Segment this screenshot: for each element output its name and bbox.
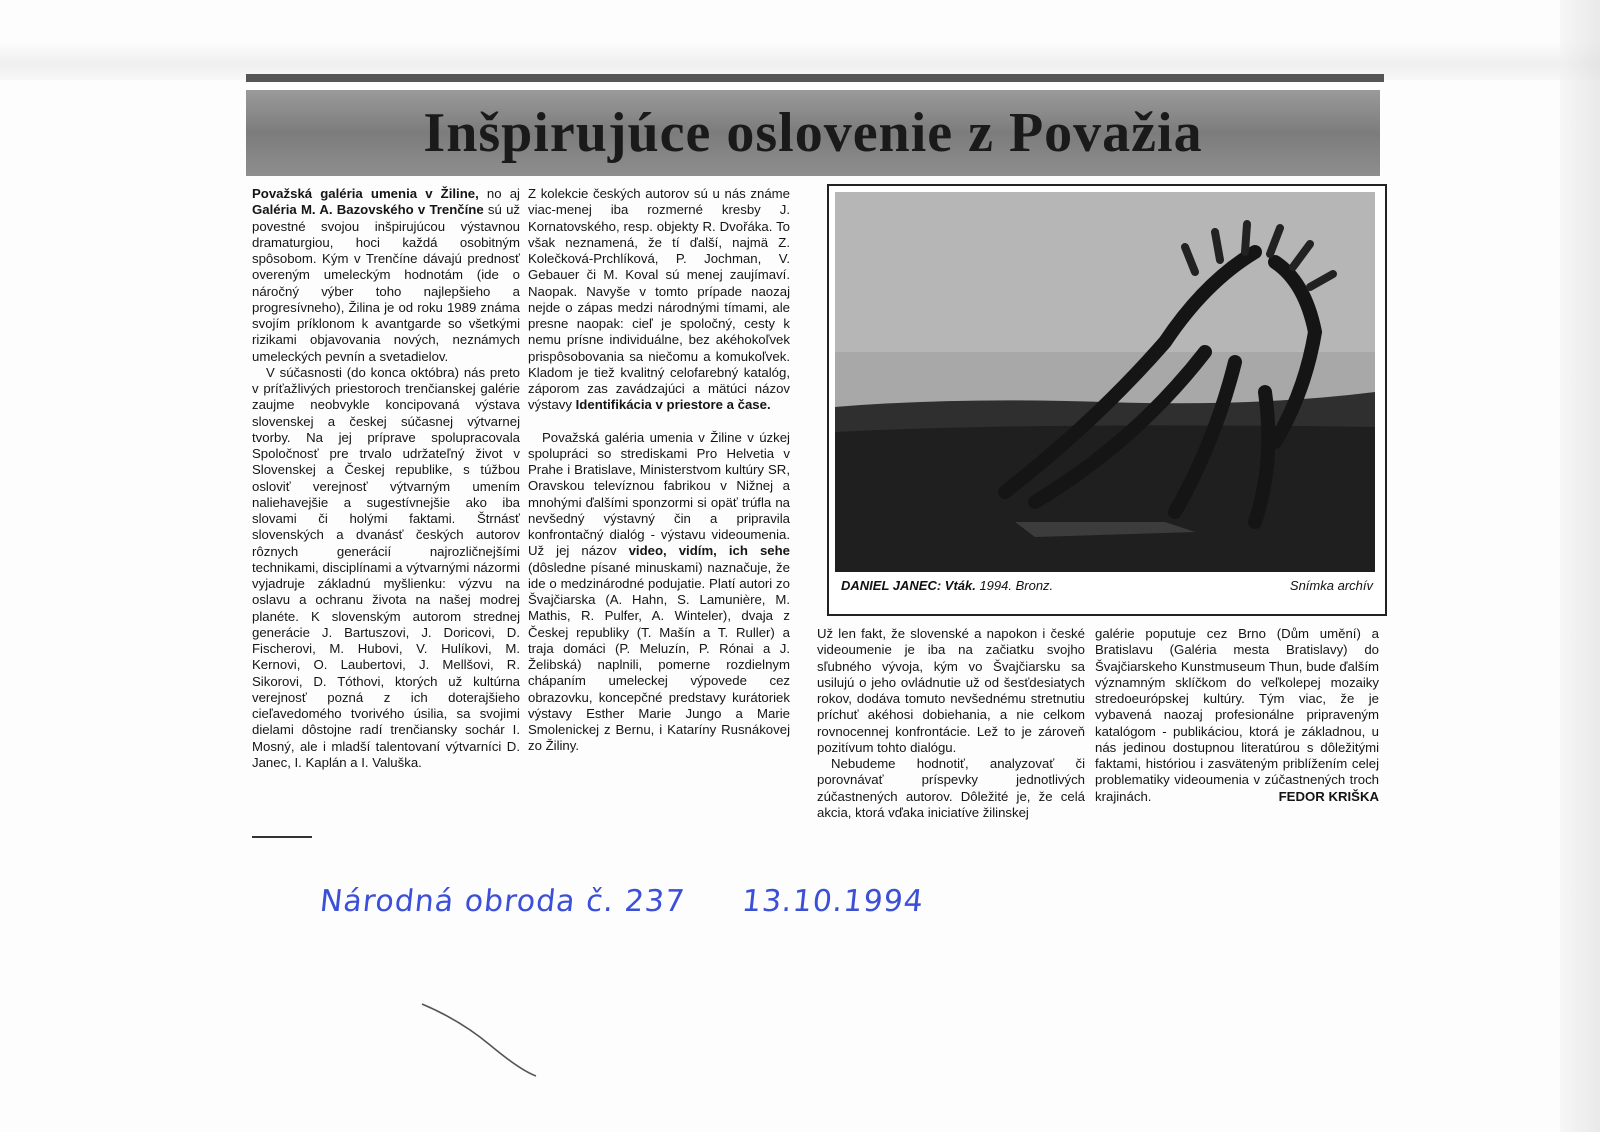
caption-details: 1994. Bronz.: [975, 578, 1054, 593]
handwritten-date: 13.10.1994: [740, 884, 926, 919]
pen-stroke-mark: [420, 1000, 540, 1080]
newspaper-clipping: [246, 74, 1384, 854]
paragraph: V súčasnosti (do konca októbra) nás preto v príťažlivých priestoroch trenčianskej galérie zaujme neobvykle koncipovaná výstava slovenskej a českej súčasnej výtvarnej tvorby. Na jej príprave spolupracovala Spoločnosť pre trvalo udržateľný život v Slovenskej a Českej republike, s túžbou osloviť verejnosť výtvarným umením naliehavejšie a sugestívnejšie ako iba slovami či holými faktami. Štrnásť slovenských a dvanásť českých autorov rôznych generácií najrozličnejšími technikami, disciplínami a výtvarnými názormi vyjadruje základnú myšlienku: výzvu na oslavu a ochranu života na našej modrej planéte. K slovenským autorom strednej generácie J. Bartuszovi, J. Doricovi, D. Fischerovi, M. Hubovi, V. Hulíkovi, M. Kernovi, O. Laubertovi, J. Mellšovi, R. Sikorovi, D. Tóthovi, ktorých už kultúrna verejnosť pozná z ich doterajšieho cieľavedomého tvorivého úsilia, sa svojimi dielami dôstojne radí trenčiansky sochár I. Mosný, ale i mladší talentovaní výtvarníci D. Janec, I. Kaplán a I. Valuška.: [252, 364, 520, 770]
bottom-rule: [252, 836, 312, 838]
article-column-1: [252, 186, 520, 771]
text: sú už povestné svojou inšpirujúcou výstavnou dramaturgiou, hoci každá osobitným spôsobom. Kým v Trenčíne dávajú prednosť overeným umeleckým hodnotám (ide o náročný výber toho najlepšieho a progresívneho), Žilina je od roku 1989 známa svojím príklonom k avantgarde so všetkými rizikami objavovania nových, neznámych umeleckých pevnín a svetadielov.: [252, 202, 520, 364]
text: Z kolekcie českých autorov sú u nás známe viac-menej iba rozmerné kresby J. Kornatovského, resp. objekty R. Dvořáka. To však neznamená, že tí ďalší, najmä Z. Kolečková-Prchlíková, P. Jochman, V. Gebauer či M. Koval sú menej zaujímaví. Naopak. Navyše v tomto prípade naozaj nejde o zápas medzi národnými tímami, ale presne naopak: cieľ je spoločný, cesty k nemu prísne individuálne, bez akéhokoľvek prispôsobovania sa niečomu a komukoľvek. Kladom je tiež kvalitný celofarebný katalóg, záporom zas zavádzajúci a mätúci názov výstavy: [528, 186, 790, 413]
sculpture-photo: [835, 192, 1375, 572]
paragraph: [528, 186, 790, 414]
caption-title: [841, 578, 1053, 593]
headline: Inšpirujúce oslovenie z Považia: [423, 102, 1203, 164]
photo-box: [827, 184, 1387, 616]
text: Považská galéria umenia v Žiline v úzkej spolupráci so strediskami Pro Helvetia v Prahe i Bratislave, Ministerstvom kultúry SR, Oravskou televíznou fabrikou v Nižnej a mnohými ďalšími sponzormi si opäť trúfla na nevšedný výstavný čin a pripravila konfrontačný dialóg - výstavu videoumenia. Už jej názov: [528, 429, 790, 559]
scan-edge: [1560, 0, 1600, 1132]
text: galérie poputuje cez Brno (Dům umění) a Bratislavu (Galéria mesta Bratislavy) do Švajčiarskeho Kunstmuseum Thun, bude ďalším významným sklíčkom do veľkolepej mozaiky stredoeurópskej kultúry. Tým viac, že je vybavená naozaj profesionálne pripraveným katalógom - publikáciou, ktorá je základnou, u nás jedinou dostupnou literatúrou s dôležitými faktami, históriou i zasväteným priblížením celej problematiky videoumenia v zúčastnených troch krajinách.: [1095, 626, 1379, 804]
text: no aj: [478, 186, 520, 201]
paragraph: [252, 186, 520, 365]
paragraph: Nebudeme hodnotiť, analyzovať či porovnávať príspevky jednotlivých zúčastnených autorov. Dôležité je, že celá akcia, ktorá vďaka iniciatíve žilinskej: [817, 756, 1085, 820]
video-exhibition-title: video, vidím, ich sehe: [628, 543, 790, 559]
paragraph: Už len fakt, že slovenské a napokon i české videoumenie je iba na začiatku svojho sľubného vývoja, kým vo Švajčiarsku sa usilujú o jeho ovládnutie už od šesťdesiatych rokov, dodáva tomuto nevšednému stretnutiu príchuť akéhosi dobiehania, a nie celkom rovnocennej konfrontácie. Lež to je zároveň pozitívum tohto dialógu.: [817, 626, 1085, 755]
photo-caption: [841, 578, 1373, 598]
paragraph: [528, 430, 790, 755]
author-signature: FEDOR KRIŠKA: [1278, 788, 1379, 804]
bold-lead: Považská galéria umenia v Žiline,: [252, 186, 479, 201]
exhibition-title: Identifikácia v priestore a čase.: [575, 397, 771, 413]
bird-sculpture-image: [835, 192, 1375, 572]
handwritten-source: Národná obroda č. 237: [318, 884, 687, 919]
top-rule: [246, 74, 1384, 82]
article-column-3: [817, 626, 1085, 821]
bold-lead: Galéria M. A. Bazovského v Trenčíne: [252, 202, 484, 218]
article-column-4: [1095, 626, 1379, 805]
caption-author: DANIEL JANEC: Vták.: [841, 578, 976, 593]
photo-credit: Snímka archív: [1289, 578, 1373, 593]
paragraph: [1095, 626, 1379, 805]
text: (dôsledne písané minuskami) naznačuje, že ide o medzinárodné podujatie. Platí autori zo Švajčiarska (A. Hahn, S. Lamunière, M. Mathis, R. Pulfer, A. Winteler), dvaja z Českej republiky (T. Mašín a T. Ruller) a traja domáci (P. Meluzín, P. Rónai a J. Želibská) naplnili, pomerne rozdielnym chápaním umeleckej výpovede cez obrazovku, koncepčné predstavy kurátoriek výstavy Esther Marie Jungo a Marie Smolenickej z Bernu, i Kataríny Rusnákovej zo Žiliny.: [528, 559, 790, 754]
article-column-2: [528, 186, 790, 755]
